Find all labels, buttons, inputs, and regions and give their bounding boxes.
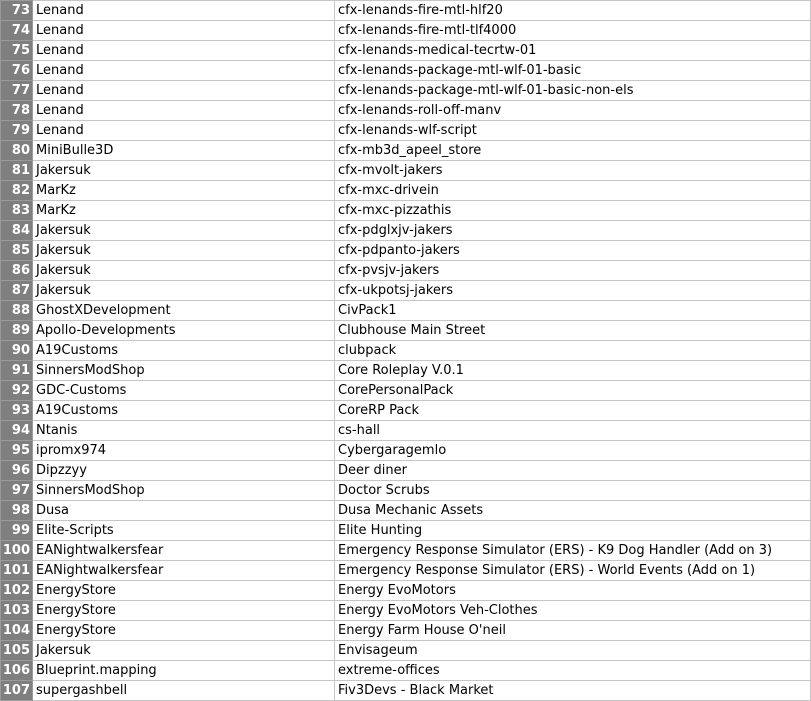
- resource-name-cell[interactable]: cfx-pvsjv-jakers: [335, 261, 811, 281]
- author-cell[interactable]: Apollo-Developments: [33, 321, 335, 341]
- author-cell[interactable]: SinnersModShop: [33, 481, 335, 501]
- row-number-cell[interactable]: 101: [1, 561, 33, 581]
- table-row: [1, 221, 811, 241]
- table-row: [1, 661, 811, 681]
- row-number-cell[interactable]: 94: [1, 421, 33, 441]
- resource-name-cell[interactable]: cfx-lenands-package-mtl-wlf-01-basic: [335, 61, 811, 81]
- author-cell[interactable]: Lenand: [33, 41, 335, 61]
- resource-name-cell[interactable]: cfx-mb3d_apeel_store: [335, 141, 811, 161]
- resource-name-cell[interactable]: Doctor Scrubs: [335, 481, 811, 501]
- author-cell[interactable]: Jakersuk: [33, 221, 335, 241]
- table-row: [1, 481, 811, 501]
- table-row: [1, 501, 811, 521]
- resource-name-cell[interactable]: Energy Farm House O'neil: [335, 621, 811, 641]
- row-number-cell[interactable]: 98: [1, 501, 33, 521]
- author-cell[interactable]: A19Customs: [33, 401, 335, 421]
- resource-name-cell[interactable]: cfx-lenands-wlf-script: [335, 121, 811, 141]
- table-row: [1, 201, 811, 221]
- table-row: [1, 101, 811, 121]
- row-number-cell[interactable]: 73: [1, 1, 33, 21]
- author-cell[interactable]: EnergyStore: [33, 621, 335, 641]
- author-cell[interactable]: MarKz: [33, 181, 335, 201]
- author-cell[interactable]: EnergyStore: [33, 581, 335, 601]
- author-cell[interactable]: Lenand: [33, 61, 335, 81]
- table-row: [1, 381, 811, 401]
- resource-name-cell[interactable]: Core Roleplay V.0.1: [335, 361, 811, 381]
- author-cell[interactable]: Dipzzyy: [33, 461, 335, 481]
- row-number-cell[interactable]: 74: [1, 21, 33, 41]
- resource-name-cell[interactable]: cfx-lenands-medical-tecrtw-01: [335, 41, 811, 61]
- table-row: [1, 181, 811, 201]
- author-cell[interactable]: supergashbell: [33, 681, 335, 701]
- table-row: [1, 561, 811, 581]
- table-row: [1, 261, 811, 281]
- resource-name-cell[interactable]: cfx-pdglxjv-jakers: [335, 221, 811, 241]
- table-row: [1, 341, 811, 361]
- row-number-cell[interactable]: 105: [1, 641, 33, 661]
- author-cell[interactable]: Lenand: [33, 21, 335, 41]
- resource-name-cell[interactable]: Energy EvoMotors Veh-Clothes: [335, 601, 811, 621]
- resource-name-cell[interactable]: cfx-mxc-drivein: [335, 181, 811, 201]
- table-row: [1, 161, 811, 181]
- spreadsheet-body: [1, 1, 811, 701]
- row-number-cell[interactable]: 91: [1, 361, 33, 381]
- row-number-cell[interactable]: 103: [1, 601, 33, 621]
- row-number-cell[interactable]: 80: [1, 141, 33, 161]
- table-row: [1, 1, 811, 21]
- resource-name-cell[interactable]: Deer diner: [335, 461, 811, 481]
- row-number-cell[interactable]: 85: [1, 241, 33, 261]
- row-number-cell[interactable]: 86: [1, 261, 33, 281]
- table-row: [1, 81, 811, 101]
- table-row: [1, 421, 811, 441]
- table-row: [1, 21, 811, 41]
- author-cell[interactable]: A19Customs: [33, 341, 335, 361]
- resource-name-cell[interactable]: CivPack1: [335, 301, 811, 321]
- table-row: [1, 281, 811, 301]
- author-cell[interactable]: Lenand: [33, 1, 335, 21]
- resource-name-cell[interactable]: cfx-mvolt-jakers: [335, 161, 811, 181]
- author-cell[interactable]: Jakersuk: [33, 261, 335, 281]
- table-row: [1, 581, 811, 601]
- resource-name-cell[interactable]: Energy EvoMotors: [335, 581, 811, 601]
- row-number-cell[interactable]: 79: [1, 121, 33, 141]
- row-number-cell[interactable]: 104: [1, 621, 33, 641]
- resource-name-cell[interactable]: Dusa Mechanic Assets: [335, 501, 811, 521]
- resource-name-cell[interactable]: cs-hall: [335, 421, 811, 441]
- table-row: [1, 441, 811, 461]
- table-row: [1, 321, 811, 341]
- author-cell[interactable]: GDC-Customs: [33, 381, 335, 401]
- author-cell[interactable]: SinnersModShop: [33, 361, 335, 381]
- author-cell[interactable]: Dusa: [33, 501, 335, 521]
- table-row: [1, 301, 811, 321]
- table-row: [1, 241, 811, 261]
- author-cell[interactable]: MiniBulle3D: [33, 141, 335, 161]
- row-number-cell[interactable]: 78: [1, 101, 33, 121]
- resource-name-cell[interactable]: clubpack: [335, 341, 811, 361]
- resource-name-cell[interactable]: Emergency Response Simulator (ERS) - World Events (Add on 1): [335, 561, 811, 581]
- author-cell[interactable]: EnergyStore: [33, 601, 335, 621]
- resource-name-cell[interactable]: cfx-pdpanto-jakers: [335, 241, 811, 261]
- author-cell[interactable]: Lenand: [33, 121, 335, 141]
- table-row: [1, 141, 811, 161]
- row-number-cell[interactable]: 102: [1, 581, 33, 601]
- table-row: [1, 461, 811, 481]
- row-number-cell[interactable]: 89: [1, 321, 33, 341]
- author-cell[interactable]: Lenand: [33, 101, 335, 121]
- row-number-cell[interactable]: 90: [1, 341, 33, 361]
- author-cell[interactable]: EANightwalkersfear: [33, 561, 335, 581]
- row-number-cell[interactable]: 107: [1, 681, 33, 701]
- row-number-cell[interactable]: 93: [1, 401, 33, 421]
- row-number-cell[interactable]: 77: [1, 81, 33, 101]
- row-number-cell[interactable]: 100: [1, 541, 33, 561]
- row-number-cell[interactable]: 97: [1, 481, 33, 501]
- author-cell[interactable]: ipromx974: [33, 441, 335, 461]
- resource-name-cell[interactable]: extreme-offices: [335, 661, 811, 681]
- resource-name-cell[interactable]: Clubhouse Main Street: [335, 321, 811, 341]
- resource-name-cell[interactable]: CoreRP Pack: [335, 401, 811, 421]
- author-cell[interactable]: Jakersuk: [33, 161, 335, 181]
- row-number-cell[interactable]: 95: [1, 441, 33, 461]
- table-row: [1, 521, 811, 541]
- table-row: [1, 121, 811, 141]
- resource-name-cell[interactable]: CorePersonalPack: [335, 381, 811, 401]
- author-cell[interactable]: EANightwalkersfear: [33, 541, 335, 561]
- row-number-cell[interactable]: 76: [1, 61, 33, 81]
- row-number-cell[interactable]: 84: [1, 221, 33, 241]
- row-number-cell[interactable]: 88: [1, 301, 33, 321]
- row-number-cell[interactable]: 83: [1, 201, 33, 221]
- table-row: [1, 641, 811, 661]
- resource-name-cell[interactable]: cfx-lenands-roll-off-manv: [335, 101, 811, 121]
- author-cell[interactable]: Elite-Scripts: [33, 521, 335, 541]
- author-cell[interactable]: MarKz: [33, 201, 335, 221]
- resource-name-cell[interactable]: Elite Hunting: [335, 521, 811, 541]
- author-cell[interactable]: Ntanis: [33, 421, 335, 441]
- table-row: [1, 541, 811, 561]
- table-row: [1, 401, 811, 421]
- resource-name-cell[interactable]: cfx-lenands-package-mtl-wlf-01-basic-non-els: [335, 81, 811, 101]
- row-number-cell[interactable]: 87: [1, 281, 33, 301]
- resource-name-cell[interactable]: cfx-mxc-pizzathis: [335, 201, 811, 221]
- author-cell[interactable]: GhostXDevelopment: [33, 301, 335, 321]
- row-number-cell[interactable]: 99: [1, 521, 33, 541]
- author-cell[interactable]: Blueprint.mapping: [33, 661, 335, 681]
- author-cell[interactable]: Jakersuk: [33, 281, 335, 301]
- resource-name-cell[interactable]: Envisageum: [335, 641, 811, 661]
- table-row: [1, 361, 811, 381]
- resource-name-cell[interactable]: cfx-lenands-fire-mtl-hlf20: [335, 1, 811, 21]
- table-row: [1, 601, 811, 621]
- resource-name-cell[interactable]: Fiv3Devs - Black Market: [335, 681, 811, 701]
- row-number-cell[interactable]: 75: [1, 41, 33, 61]
- row-number-cell[interactable]: 96: [1, 461, 33, 481]
- table-row: [1, 61, 811, 81]
- table-row: [1, 681, 811, 701]
- resource-name-cell[interactable]: cfx-ukpotsj-jakers: [335, 281, 811, 301]
- resource-name-cell[interactable]: cfx-lenands-fire-mtl-tlf4000: [335, 21, 811, 41]
- resource-name-cell[interactable]: Emergency Response Simulator (ERS) - K9 Dog Handler (Add on 3): [335, 541, 811, 561]
- row-number-cell[interactable]: 81: [1, 161, 33, 181]
- row-number-cell[interactable]: 106: [1, 661, 33, 681]
- table-row: [1, 621, 811, 641]
- author-cell[interactable]: Lenand: [33, 81, 335, 101]
- resource-name-cell[interactable]: Cybergaragemlo: [335, 441, 811, 461]
- table-row: [1, 41, 811, 61]
- author-cell[interactable]: Jakersuk: [33, 241, 335, 261]
- author-cell[interactable]: Jakersuk: [33, 641, 335, 661]
- row-number-cell[interactable]: 92: [1, 381, 33, 401]
- row-number-cell[interactable]: 82: [1, 181, 33, 201]
